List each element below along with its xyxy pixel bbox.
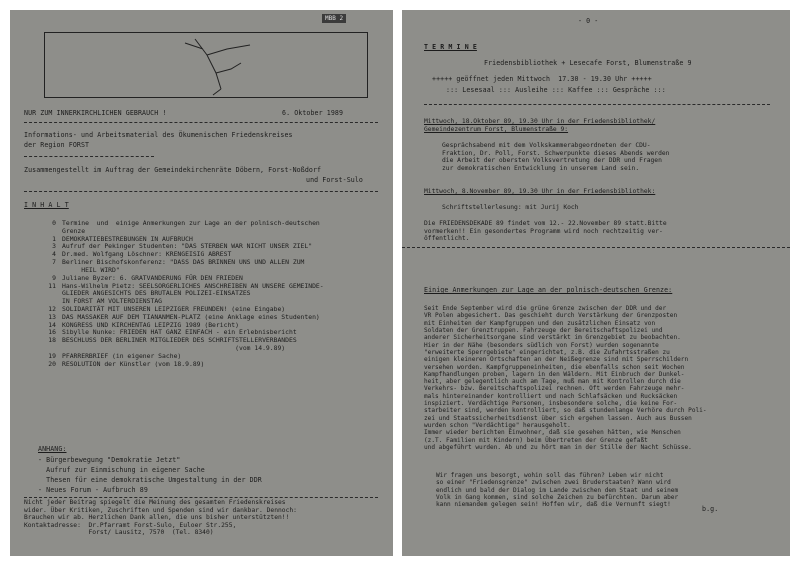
divider — [24, 122, 378, 123]
table-of-contents — [38, 220, 378, 368]
subtitle-line-1: Informations- und Arbeitsmaterial des Ökumenischen Friedenskreises — [24, 131, 293, 139]
signature: b.g. — [702, 505, 719, 513]
library-offer: ::: Lesesaal ::: Ausleihe ::: Kaffee ::: Gespräche ::: — [446, 86, 666, 94]
library-address: Friedensbibliothek + Lesecafe Forst, Blumenstraße 9 — [484, 59, 692, 67]
toc-page-number: 16 — [48, 328, 56, 337]
left-page — [10, 10, 393, 556]
toc-page-number: 12 — [48, 304, 56, 313]
toc-entry — [38, 259, 378, 275]
toc-title: Hans-Wilhelm Pietz: SEELSORGERLICHES ANSCHREIBEN AN UNSERE GEMEINDE- GLIEDER ANGESICHTS DES BRUTALEN POLIZEI-EINSATZES IN FORST AM VOLTERDIENSTAG — [62, 281, 324, 306]
footer-note: Nicht jeder Beitrag spiegelt die Meinung des gesamten Friedenskreises wider. Über Kritiken, Zuschriften und Spenden sind wir dankbar. Dennoch: Brauchen wir ab. Herzlichen Dank allen, die uns bisher unterstützten!! Kontaktadresse: Dr.Pfarramt Forst-Sulo, Euloer Str.255, Forst/ Lausitz, 7570 (Tel. 8340) — [24, 499, 297, 537]
toc-page-number: 0 — [52, 219, 56, 227]
toc-page-number: 14 — [48, 320, 56, 329]
event-3-notice: Die FRIEDENSDEKADE 89 findet vom 12.- 22.November 89 statt.Bitte vormerken!! Ein gesondertes Programm wird noch rechtzeitig ver- öffentlicht. — [424, 220, 667, 243]
toc-title: SOLIDARITÄT MIT UNSEREN LEIPZIGER FREUNDEN! (eine Eingabe) — [62, 304, 286, 313]
compiled-line-1: Zusammengestellt im Auftrag der Gemeindekirchenräte Döbern, Forst-Noßdorf — [24, 166, 322, 174]
page-fold-divider — [402, 247, 790, 248]
toc-page-number: 19 — [48, 351, 56, 360]
toc-title: BESCHLUSS DER BERLINER MITGLIEDER DES SCHRIFTSTELLERVERBANDES (vom 14.9.89) — [62, 336, 297, 352]
internal-use-notice: NUR ZUM INNERKIRCHLICHEN GEBRAUCH ! — [24, 109, 167, 117]
right-page — [402, 10, 790, 556]
toc-title: Berliner Bischofskonferenz: "DASS DAS BRINNEN UNS UND ALLEN ZUM HEIL WIRD" — [62, 258, 305, 274]
appendix-item: - Bürgerbewegung "Demokratie Jetzt" — [38, 456, 181, 464]
toc-page-number: 18 — [48, 336, 56, 345]
toc-entry — [38, 337, 378, 353]
toc-page-number: 13 — [48, 312, 56, 321]
termine-heading: T E R M I N E — [424, 43, 477, 51]
toc-title: PFARRERBRIEF (in eigener Sache) — [62, 351, 182, 360]
stamp-label: MBB 2 — [322, 14, 346, 23]
toc-entry — [38, 283, 378, 306]
toc-entry — [38, 361, 378, 369]
toc-title: Termine und einige Anmerkungen zur Lage an der polnisch-deutschen Grenze — [62, 219, 320, 235]
toc-page-number: 1 — [52, 234, 56, 243]
toc-title: Aufruf der Pekinger Studenten: "DAS STERBEN WAR NICHT UNSER ZIEL" — [62, 242, 313, 251]
toc-title: RESOLUTION der Künstler (vom 18.9.89) — [62, 359, 205, 368]
cracked-glass-illustration — [45, 33, 367, 97]
appendix-heading: ANHANG: — [38, 445, 67, 453]
header-image-box — [44, 32, 368, 98]
remarks-heading: Einige Anmerkungen zur Lage an der polnisch-deutschen Grenze: — [424, 286, 673, 294]
subtitle-line-2: der Region FORST — [24, 141, 90, 149]
page-number: - 0 - — [578, 17, 599, 25]
appendix-item: Aufruf zur Einmischung in eigener Sache — [38, 466, 205, 474]
toc-page-number: 3 — [52, 242, 56, 251]
divider — [24, 156, 154, 157]
toc-page-number: 4 — [52, 250, 56, 259]
toc-title: Dr.med. Wolfgang Löschner: KRENGEISIG ABREST — [62, 250, 232, 259]
issue-date: 6. Oktober 1989 — [282, 109, 344, 117]
toc-title: DEMOKRATIEBESTREBUNGEN IN AUFBRUCH — [62, 234, 193, 243]
event-1-description: Gesprächsabend mit dem Volkskammerabgeordneten der CDU- Fraktion, Dr. Poll, Forst. Schwerpunkte dieses Abends werden die Arbeit der obersten Volksvertretung der DDR und Fragen zur demokratischen Entwicklung in unserem Land sein. — [442, 142, 670, 172]
divider — [424, 104, 770, 105]
toc-entry — [38, 220, 378, 236]
toc-title: DAS MASSAKER AUF DEM TIANANMEN-PLATZ (eine Anklage eines Studenten) — [62, 312, 320, 321]
event-1-heading: Mittwoch, 18.Oktober 89, 19.30 Uhr in der Friedensbibliothek/ Gemeindezentrum Forst, Blumenstraße 9: — [424, 118, 656, 133]
toc-page-number: 20 — [48, 359, 56, 368]
compiled-line-2: und Forst-Sulo — [306, 176, 363, 184]
toc-title: KONGRESS UND KIRCHENTAG LEIPZIG 1989 (Bericht) — [62, 320, 239, 329]
appendix-item: - Neues Forum - Aufbruch 89 — [38, 486, 148, 494]
contents-heading: I N H A L T — [24, 201, 69, 209]
divider — [24, 191, 378, 192]
opening-hours: +++++ geöffnet jeden Mittwoch 17.30 - 19.30 Uhr +++++ — [432, 75, 652, 83]
toc-title: Sibylle Nunke: FRIEDEN HAT GANZ EINFACH - ein Erlebnisbericht — [62, 328, 297, 337]
toc-title: Juliane Byzer: 6. GRATVANDERUNG FÜR DEN FRIEDEN — [62, 273, 243, 282]
event-2-description: Schriftstellerlesung: mit Jurij Koch — [442, 204, 579, 211]
toc-page-number: 11 — [48, 281, 56, 290]
event-2-heading: Mittwoch, 8.November 89, 19.30 Uhr in der Friedensbibliothek: — [424, 188, 656, 195]
toc-page-number: 9 — [52, 273, 56, 282]
remarks-body: Seit Ende September wird die grüne Grenze zwischen der DDR und der VR Polen abgesichert. Das geschieht durch Verstärkung der Grenzposten mit Einheiten der Kampfgruppen und den zusätzlichen Einsatz von Soldaten der Grenztruppen. Fahrzeuge der Bereitschaftspolizei und anderer Sicherheitsorgane sind verstärkt im Grenzgebiet zu beobachten. Hier in der Nähe (besonders südlich von Forst) wurden sogenannte "erweiterte Sperrgebiete" eingerichtet, z.B. die Zufahrtsstraßen zu einigen kleineren Ortschaften an der Neißegrenze sind mit Sperrschildern versehen worden. Kampfgruppeneinheiten, die ebenfalls schon seit Wochen Kampfhandlungen proben, lagern in den Wäldern. Mit Einbruch der Dunkel- heit, aber gelegentlich auch am Tage, muß man mit Kontrollen durch die Verkehrs- bzw. Bereitschaftspolizei rechnen. Oft werden Fahrzeuge mehr- mals hintereinander kontrolliert und nach Schlafsäcken und Rucksäcken inspiziert. Verdächtige Personen, insbesondere solche, die keine For- starbeiter sind, werden kontrolliert, so daß stundenlange Verhöre durch Poli- zei und Staatssicherheitsdienst über sich ergehen lassen. Auch aus Bussen wurden schon "Verdächtige" herausgeholt. Immer wieder berichten Einwohner, daß sie gesehen hätten, wie Menschen (z.T. Familien mit Kindern) beim Übertreten der Grenze gefaßt und abgeführt wurden. Ab und zu hört man in der Stille der Nacht Schüsse. — [424, 305, 707, 451]
appeal-text: Wir fragen uns besorgt, wohin soll das führen? Leben wir nicht so einer "Friedensgrenze" zwischen zwei Bruderstaaten? Wann wird endlich und bald der Dialog im Lande zwischen dem Staat und seinem Volk in Gang kommen, sind solche Zeichen zu befürchten. Darum aber kann niemandem gelegen sein! Hoffen wir, daß die Vernunft siegt! — [436, 472, 679, 509]
appendix-item: Thesen für eine demokratische Umgestaltung in der DDR — [38, 476, 262, 484]
divider — [24, 497, 378, 498]
toc-page-number: 7 — [52, 258, 56, 267]
